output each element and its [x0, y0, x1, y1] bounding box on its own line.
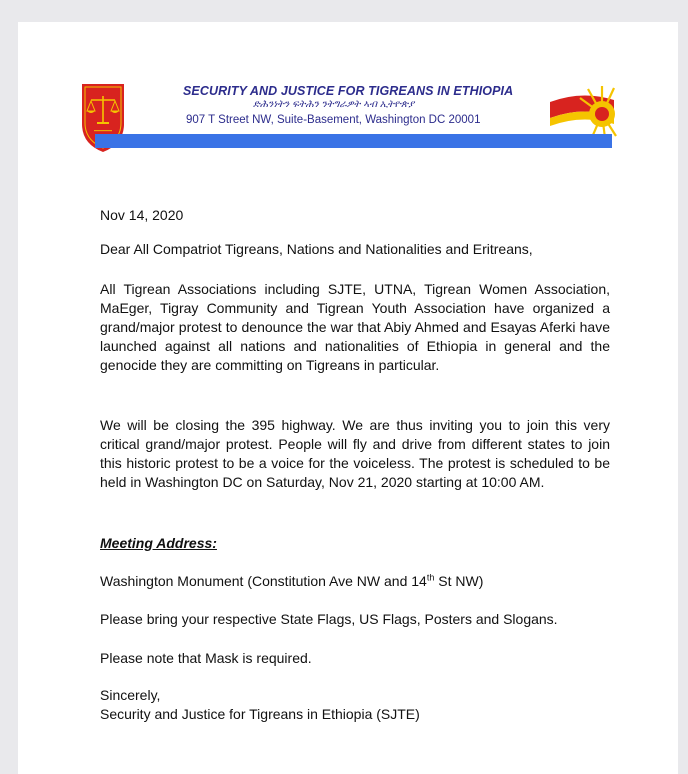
letter-paragraph-2: We will be closing the 395 highway. We are thus inviting you to join this very critical grand/major protest. People will fly and drive from different states to join this historic protest to be a voice for the voiceless. The protest is scheduled to be held in Washington DC on Saturday, Nov 21, 2020 starting at 10:00 AM. [100, 417, 610, 490]
letter-closing: Sincerely, [100, 687, 161, 703]
letter-signature: Security and Justice for Tigreans in Ethiopia (SJTE) [100, 706, 420, 722]
meeting-location-ordinal: th [426, 572, 435, 583]
organization-name: SECURITY AND JUSTICE FOR TIGREANS IN ETHIOPIA [183, 84, 514, 98]
letter-page [18, 22, 678, 774]
letter-paragraph-1: All Tigrean Associations including SJTE, UTNA, Tigrean Women Association, MaEger, Tigray Community and Tigrean Youth Association have organized a grand/major protest to denounce the war that Abiy Ahmed and Esayas Aferki have launched against all nations and nationalities of Ethiopia in general and the genocide they are committing on Tigreans in particular. [100, 281, 610, 373]
meeting-location-text: Washington Monument (Constitution Ave NW and 14 [100, 573, 427, 589]
mask-note: Please note that Mask is required. [100, 650, 312, 666]
meeting-location [100, 572, 610, 591]
meeting-location-text-end: St NW) [434, 573, 484, 589]
letterhead-divider-bar [95, 134, 612, 148]
organization-address: 907 T Street NW, Suite-Basement, Washington DC 20001 [186, 114, 481, 126]
organization-name-amharic: ድሕንነትን ፍትሕን ንትግራዎት ኣብ ኢትዮጵያ [253, 99, 415, 110]
meeting-address-label: Meeting Address: [100, 535, 217, 551]
flags-note: Please bring your respective State Flags, US Flags, Posters and Slogans. [100, 611, 558, 627]
letter-date: Nov 14, 2020 [100, 207, 184, 223]
letter-salutation: Dear All Compatriot Tigreans, Nations and Nationalities and Eritreans, [100, 241, 533, 257]
